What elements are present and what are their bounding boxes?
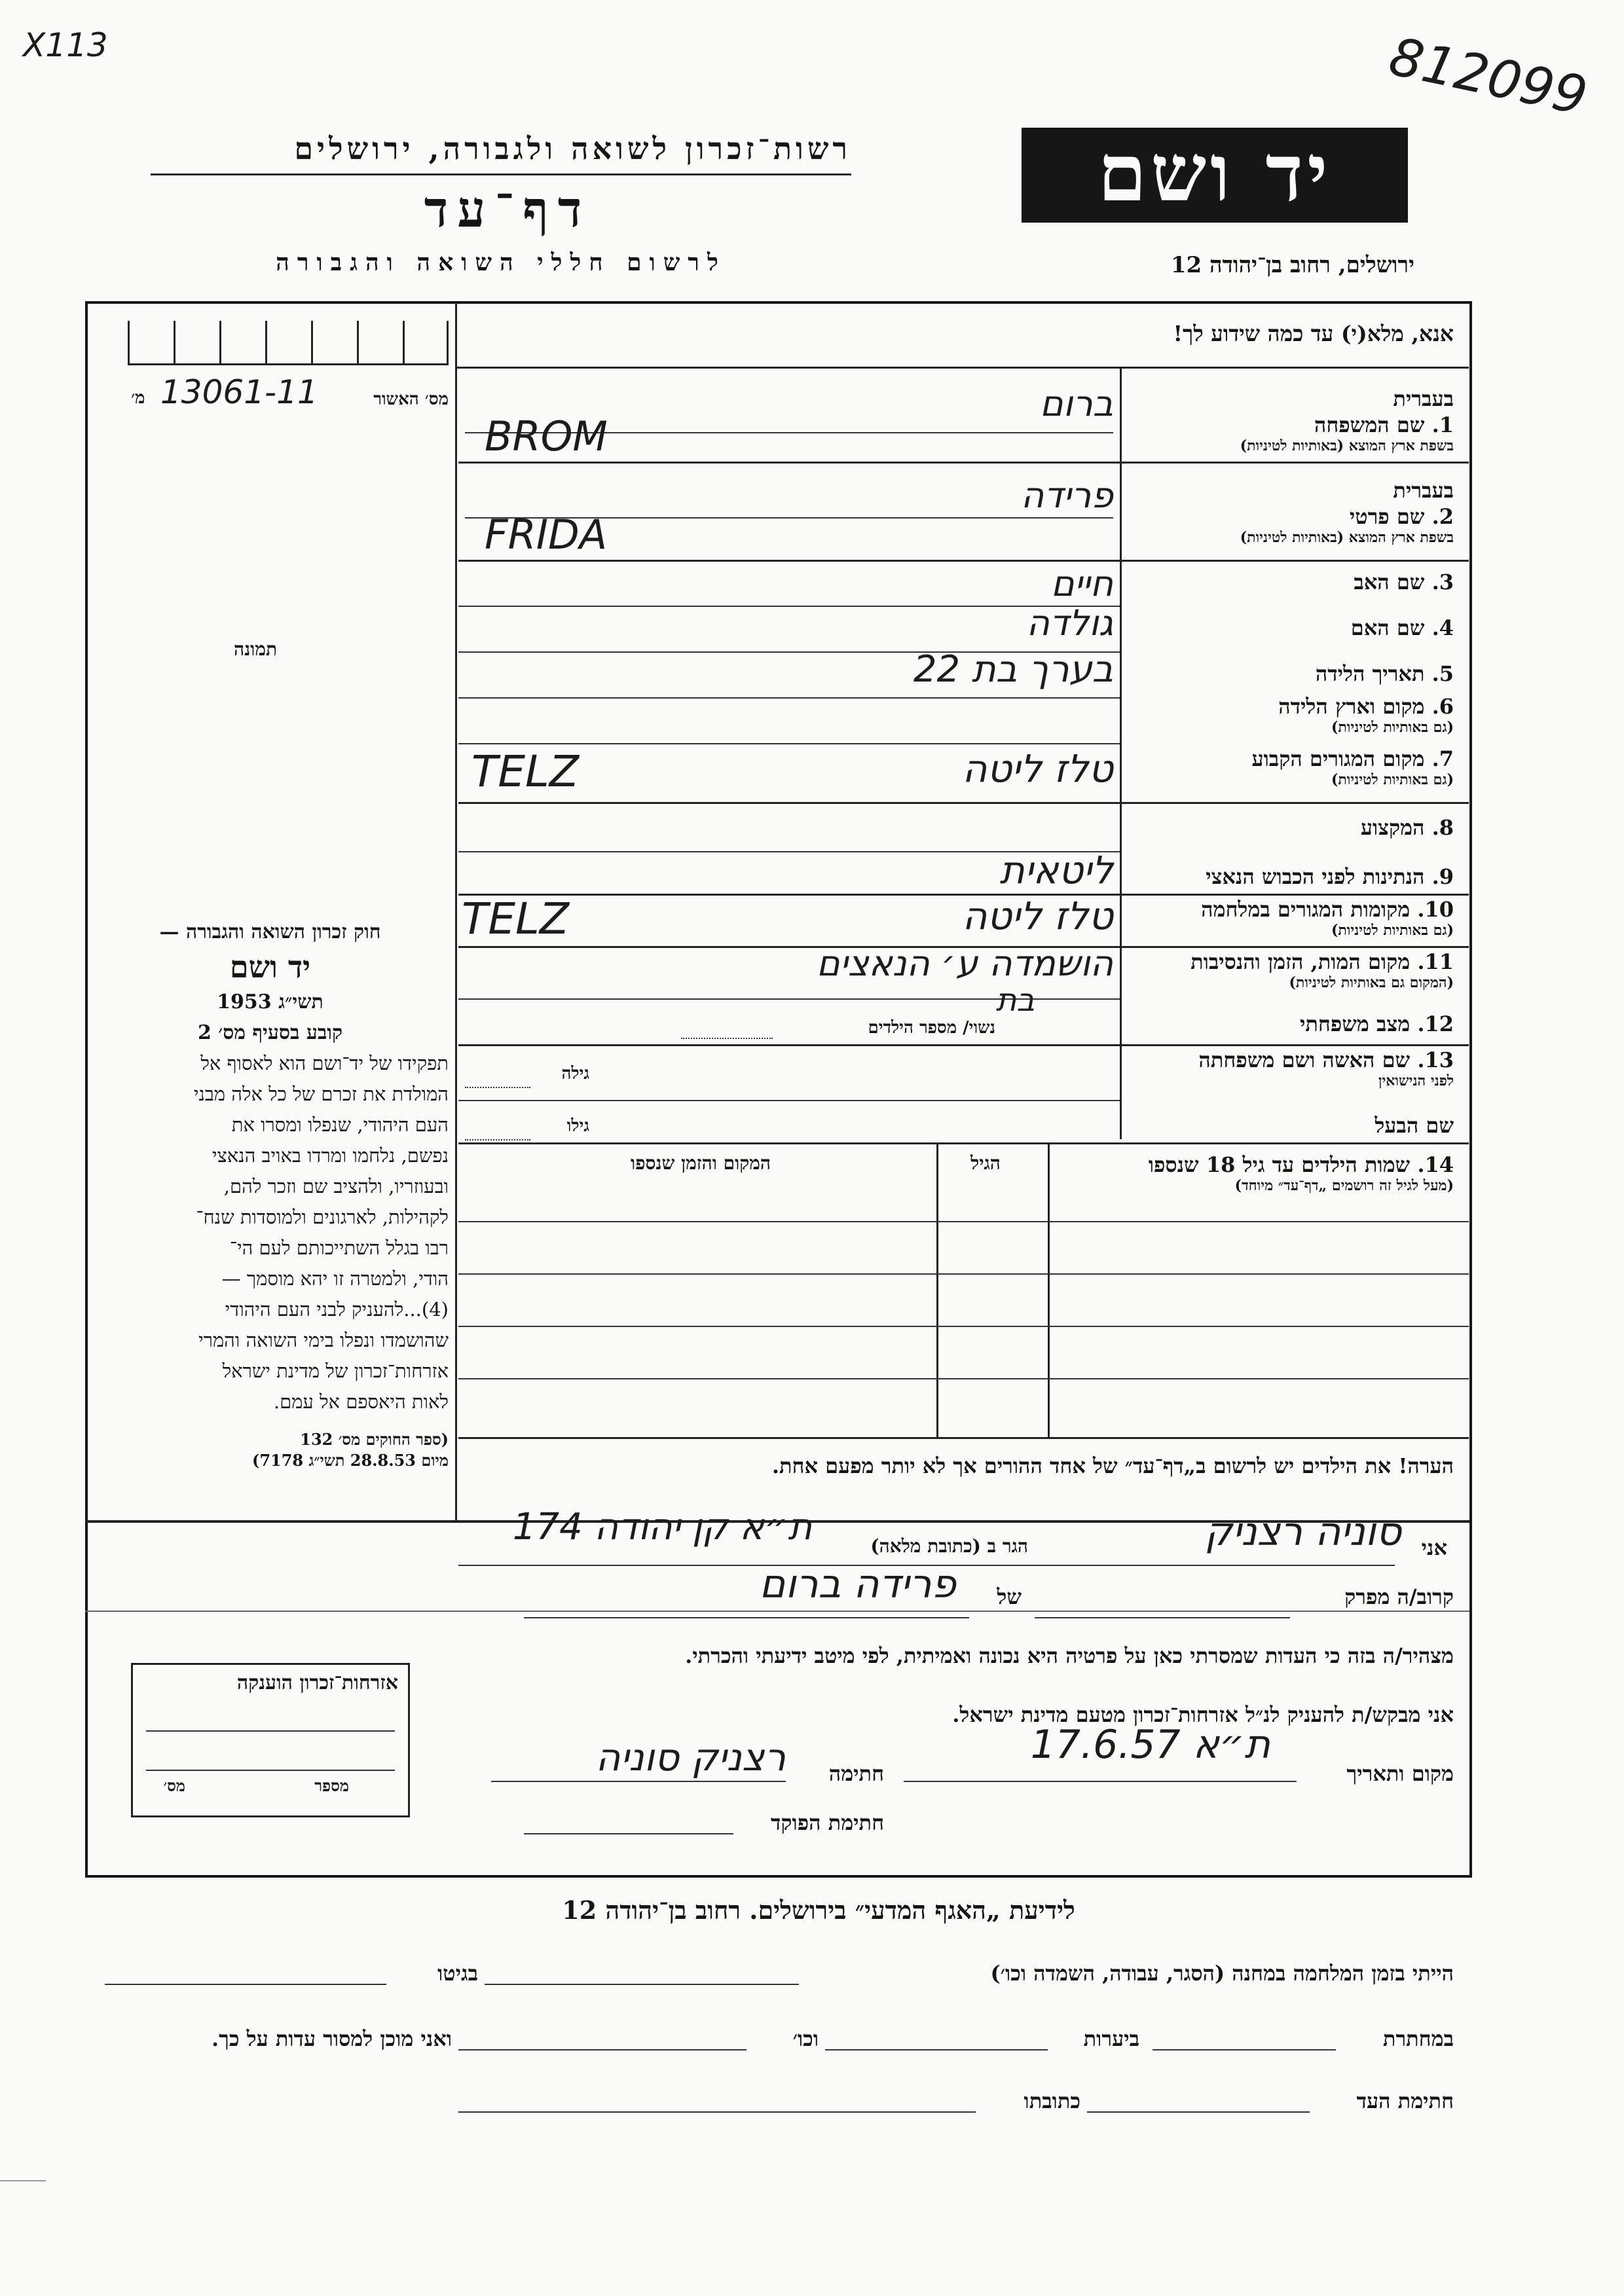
field-label: מקום וארץ הלידה xyxy=(1278,694,1425,719)
field-6 xyxy=(1126,694,1454,736)
field-label: תאריך הלידה xyxy=(1315,661,1425,686)
field-label: שם האשה ושם משפחתה xyxy=(1198,1048,1411,1072)
footer-forests-label: ביערות xyxy=(1083,2026,1139,2051)
law-body-line: המולדת את זכרם של כל אלה מבני xyxy=(193,1083,449,1105)
citizenship-request: אני מבקש/ת להעניק לנ״ל אזרחות־זכרון מטעם מדינת ישראל. xyxy=(952,1702,1454,1727)
field-label: שם האב xyxy=(1354,570,1425,594)
surname-hebrew: ברום xyxy=(1039,383,1113,424)
footer-witness-signature-label: חתימת העד xyxy=(1356,2088,1454,2113)
field-10 xyxy=(1126,897,1454,939)
field-label: שם פרטי xyxy=(1349,504,1425,529)
grant-serial-label: מספר xyxy=(314,1776,349,1795)
form-intro: אנא, מלא(י) עד כמה שידוע לך! xyxy=(1173,321,1454,346)
yad-vashem-logo xyxy=(1022,128,1408,223)
approval-boxes xyxy=(128,321,449,365)
field-num: 11. xyxy=(1417,949,1454,974)
field-label: שם הבעל xyxy=(1375,1113,1454,1138)
address: ירושלים, רחוב בן־יהודה 12 xyxy=(1170,252,1414,278)
officer-signature-label: חתימת הפוקד xyxy=(771,1810,884,1835)
field-2 xyxy=(1126,504,1454,546)
field-13 xyxy=(1126,1048,1454,1089)
firstname-latin: FRIDA xyxy=(485,511,608,558)
of-label: של xyxy=(997,1584,1022,1609)
children-count-label: נשוי/ מספר הילדים xyxy=(868,1018,995,1038)
form-title: דף־עד xyxy=(424,180,591,238)
law-sidebar xyxy=(92,917,449,1471)
field-num: 7. xyxy=(1431,746,1454,771)
latin-hint: (גם באותיות לטיניות) xyxy=(1331,719,1454,736)
col-place: המקום והזמן שנספו xyxy=(631,1152,771,1174)
field-label: שם המשפחה xyxy=(1314,412,1425,437)
declarant-name: סוניה רצניק xyxy=(1204,1509,1401,1555)
law-body-line: תפקידו של יד־ושם הוא לאסוף אל xyxy=(200,1052,449,1074)
birth-date: בערך בת 22 xyxy=(913,648,1113,691)
footer-testimony-line: ואני מוכן למסור עדות על כך. xyxy=(211,2026,452,2051)
husband-field xyxy=(1126,1113,1454,1138)
children-header xyxy=(1048,1152,1454,1194)
grant-number-label: מס׳ xyxy=(163,1776,185,1795)
field-label: מקום המות, הזמן והנסיבות xyxy=(1190,949,1411,974)
law-clause: קובע בסעיף מס׳ 2 xyxy=(197,1021,343,1044)
form-subtitle: לרשום חללי השואה והגבורה xyxy=(276,249,726,276)
hebrew-label: בעברית xyxy=(1393,478,1454,503)
latin-hint: (גם באותיות לטיניות) xyxy=(1331,771,1454,788)
field-11 xyxy=(1126,949,1454,991)
photo-label: תמונה xyxy=(233,638,278,660)
marital-status: בת xyxy=(995,982,1035,1019)
field-num: 10. xyxy=(1417,897,1454,922)
footer-underground-label: במחתרת xyxy=(1382,2026,1454,2051)
firstname-hebrew: פרידה xyxy=(1020,475,1113,516)
field-8 xyxy=(1126,815,1454,840)
surname-latin: BROM xyxy=(485,412,608,460)
residence-hebrew: טלז ליטה xyxy=(962,746,1113,791)
law-body-line: (4)...להעניק לבני העם היהודי xyxy=(225,1298,449,1321)
signature-label: חתימה xyxy=(828,1761,884,1786)
residing-label: הגר ב (כתובת מלאה) xyxy=(870,1535,1028,1557)
place-hint: (המקום גם באותיות לטיניות) xyxy=(1289,974,1454,991)
field-num: 3. xyxy=(1431,570,1454,594)
law-year-hebrew: תשי״ג xyxy=(278,991,323,1013)
grant-box xyxy=(131,1663,410,1817)
field-num: 5. xyxy=(1431,661,1454,686)
wife-age-label: גילה xyxy=(561,1064,589,1084)
father-name: חיים xyxy=(1050,563,1113,604)
law-name: יד ושם xyxy=(229,949,311,985)
declarant-address: ת״א קן יהודה 174 xyxy=(512,1506,812,1548)
mother-name: גולדה xyxy=(1026,602,1113,644)
col-age: הגיל xyxy=(970,1152,1001,1174)
law-year: 1953 xyxy=(217,991,272,1013)
law-source-date: מיום 28.8.53 תשי״ג 7178) xyxy=(251,1451,449,1470)
archive-number: 812099 xyxy=(1384,26,1593,127)
field-label: המקצוע xyxy=(1360,815,1425,840)
field-num: 9. xyxy=(1431,864,1454,889)
field-9 xyxy=(1126,864,1454,889)
maiden-hint: לפני הנישואין xyxy=(1378,1072,1454,1089)
residence-latin: TELZ xyxy=(471,746,580,797)
field-5 xyxy=(1126,661,1454,686)
field-12 xyxy=(1126,1011,1454,1036)
death-circumstances: הושמדה ע׳ הנאצים xyxy=(816,943,1113,984)
field-num: 1. xyxy=(1431,412,1454,437)
law-body-line: אזרחות־זכרון של מדינת ישראל xyxy=(222,1360,449,1382)
wartime-residence-hebrew: טלז ליטה xyxy=(962,894,1113,938)
foreign-hint: בשפת ארץ המוצא (באותיות לטיניות) xyxy=(1240,529,1454,546)
field-num: 6. xyxy=(1431,694,1454,719)
relative-label: קרוב/ה מפרק xyxy=(1344,1584,1454,1609)
field-label: שם האם xyxy=(1350,615,1425,640)
signature-value: רצניק סוניה xyxy=(595,1735,786,1779)
footer-title: לידיעת „האגף המדעי״ בירושלים. רחוב בן־יהודה 12 xyxy=(562,1895,1075,1925)
children-title: שמות הילדים עד גיל 18 שנספו xyxy=(1148,1152,1411,1177)
field-label: הנתינות לפני הכבוש הנאצי xyxy=(1206,864,1425,889)
law-body-line: שהושמדו ונפלו בימי השואה והמרי xyxy=(198,1329,449,1351)
approval-number: 13061-11 xyxy=(160,373,318,411)
declaration-statement: מצהיר/ה בזה כי העדות שמסרתי כאן על פרטיה היא נכונה ואמיתית, לפי מיטב ידיעתי והכרתי. xyxy=(685,1643,1454,1668)
law-body-line: לאות היאספם אל עמם. xyxy=(273,1391,449,1413)
field-1 xyxy=(1126,412,1454,454)
declarant-label: אני xyxy=(1421,1535,1447,1560)
field-num: 13. xyxy=(1417,1048,1454,1072)
place-date-value: ת״א 17.6.57 xyxy=(1030,1722,1270,1768)
field-num: 2. xyxy=(1431,504,1454,529)
field-label: מצב משפחתי xyxy=(1300,1011,1411,1036)
law-source: (ספר החוקים מס׳ 132 xyxy=(300,1430,449,1449)
field-num: 8. xyxy=(1431,815,1454,840)
org-name: רשות־זכרון לשואה ולגבורה, ירושלים xyxy=(294,131,851,166)
law-title: חוק זכרון השואה והגבורה — xyxy=(159,920,381,943)
law-body-line: הודי, ולמטרה זו יהא מוסמך — xyxy=(221,1267,449,1290)
place-date-label: מקום ותאריך xyxy=(1346,1761,1454,1786)
foreign-hint: בשפת ארץ המוצא (באותיות לטיניות) xyxy=(1240,437,1454,454)
logo-text: יד ושם xyxy=(1098,127,1332,219)
field-num: 12. xyxy=(1417,1011,1454,1036)
victim-name-repeat: פרידה ברום xyxy=(759,1561,956,1607)
wartime-residence-latin: TELZ xyxy=(462,894,570,944)
field-7 xyxy=(1126,746,1454,788)
footer-ghetto-label: בגיטו xyxy=(437,1961,478,1986)
field-label: מקום המגורים הקבוע xyxy=(1251,746,1425,771)
footer-camp-line: הייתי בזמן המלחמה במחנה (הסגר, עבודה, השמדה וכו׳) xyxy=(990,1961,1454,1986)
law-body-line: העם היהודי, שנפלו ומסרו את xyxy=(231,1114,449,1136)
field-num: 14. xyxy=(1417,1152,1454,1177)
husband-age-label: גילו xyxy=(566,1116,589,1136)
law-body-line: לקהילות, לארגונים ולמוסדות שנח־ xyxy=(196,1206,449,1228)
approval-prefix: מ׳ xyxy=(131,388,145,408)
law-body-line: נפשם, נלחמו ומרדו באויב הנאצי xyxy=(212,1144,449,1167)
grant-box-title: אזרחות־זכרון הוענקה xyxy=(236,1671,398,1694)
field-label: מקומות המגורים במלחמה xyxy=(1201,897,1411,922)
footer-address-label: כתובתו xyxy=(1024,2088,1080,2113)
field-num: 4. xyxy=(1431,615,1454,640)
field-3 xyxy=(1126,570,1454,594)
children-note: הערה! את הילדים יש לרשום ב„דף־עד״ של אחד ההורים אך לא יותר מפעם אחת. xyxy=(771,1453,1454,1478)
field-4 xyxy=(1126,615,1454,640)
citizenship: ליטאית xyxy=(999,848,1113,892)
hebrew-label: בעברית xyxy=(1393,386,1454,411)
approval-label: מס׳ האשור xyxy=(373,390,449,409)
law-body-line: רבו בגלל השתייכותם לעם הי־ xyxy=(229,1237,449,1259)
latin-hint: (גם באותיות לטיניות) xyxy=(1331,922,1454,939)
corner-mark: X113 xyxy=(23,26,108,64)
children-hint: (מעל לגיל זה רושמים „דף־עד״ מיוחד) xyxy=(1234,1177,1454,1194)
law-body-line: ובעוזריו, ולהציב שם וזכר להם, xyxy=(223,1175,449,1197)
footer-etc-label: וכו׳ xyxy=(792,2026,819,2051)
